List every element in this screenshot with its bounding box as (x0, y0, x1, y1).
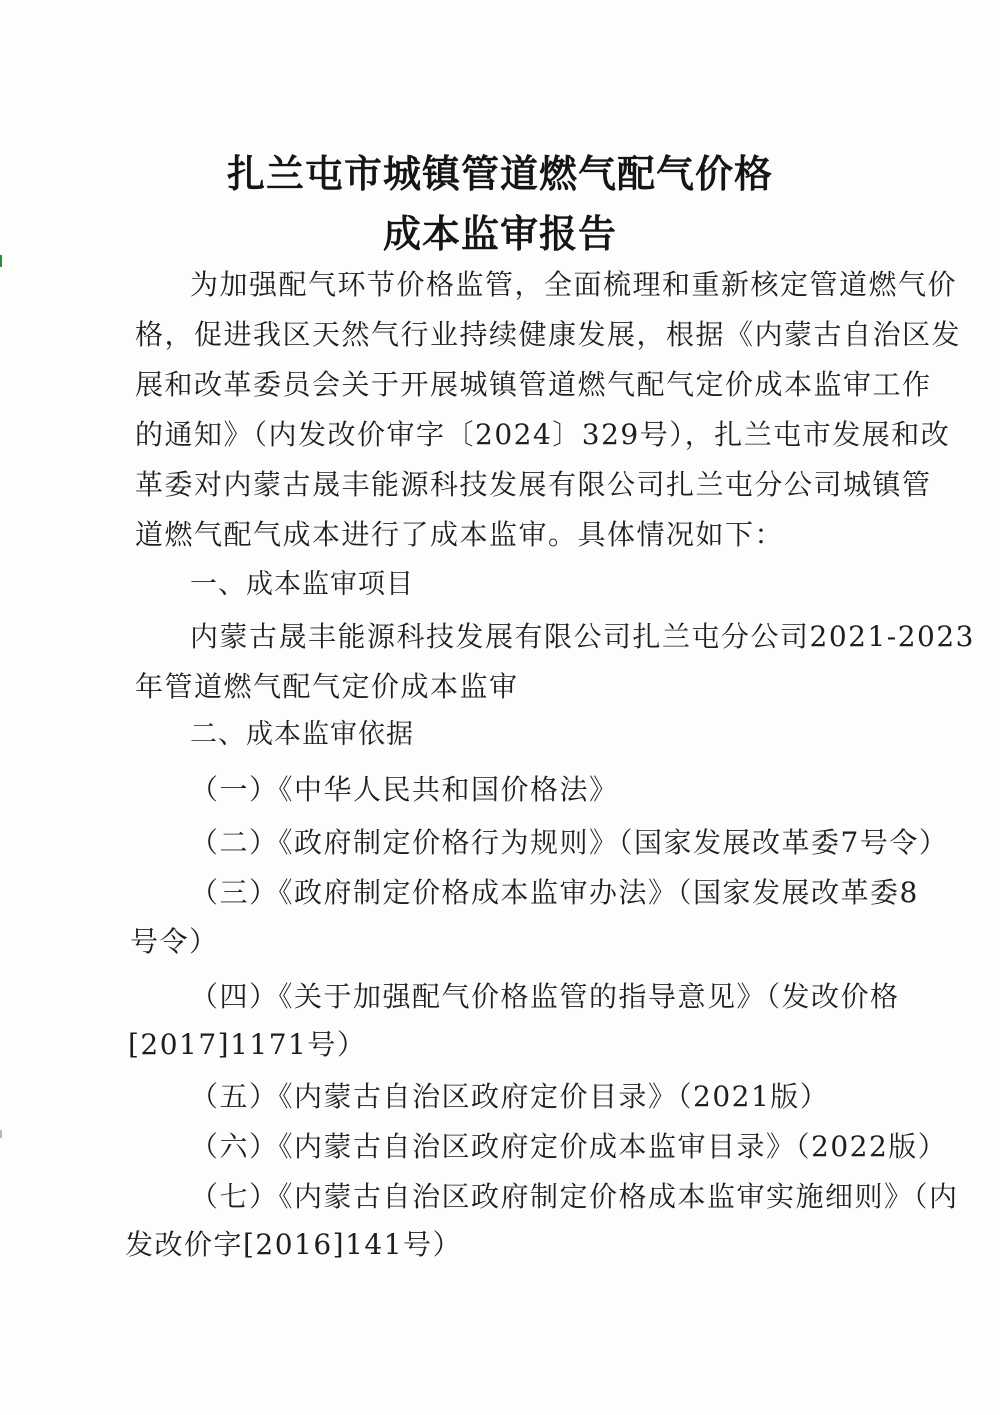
intro-line: 展和改革委员会关于开展城镇管道燃气配气定价成本监审工作 (135, 368, 932, 401)
basis-item-continuation: 号令） (130, 925, 219, 958)
section-body-line: 年管道燃气配气定价成本监审 (135, 670, 519, 703)
intro-line: 的通知》（内发改价审字〔2024〕329号），扎兰屯市发展和改 (135, 418, 951, 451)
intro-line: 格，促进我区天然气行业持续健康发展，根据《内蒙古自治区发 (135, 318, 962, 351)
basis-item: （一）《中华人民共和国价格法》 (190, 773, 619, 806)
basis-item-continuation: 发改价字[2016]141号） (125, 1228, 463, 1261)
section-heading: 二、成本监审依据 (190, 719, 414, 750)
document-title-line1: 扎兰屯市城镇管道燃气配气价格 (226, 151, 773, 196)
basis-item-continuation: [2017]1171号） (128, 1028, 367, 1061)
scan-edge-mark (0, 1130, 2, 1138)
intro-line: 道燃气配气成本进行了成本监审。具体情况如下： (135, 518, 785, 551)
basis-item: （七）《内蒙古自治区政府制定价格成本监审实施细则》（内 (190, 1180, 959, 1213)
intro-line: 为加强配气环节价格监管，全面梳理和重新核定管道燃气价 (190, 268, 958, 301)
basis-item: （四）《关于加强配气价格监管的指导意见》（发改价格 (190, 980, 900, 1013)
section-heading: 一、成本监审项目 (190, 569, 414, 600)
section-body-line: 内蒙古晟丰能源科技发展有限公司扎兰屯分公司2021-2023 (190, 620, 975, 653)
basis-item: （二）《政府制定价格行为规则》（国家发展改革委7号令） (190, 826, 949, 859)
intro-line: 革委对内蒙古晟丰能源科技发展有限公司扎兰屯分公司城镇管 (135, 468, 932, 501)
document-title-line2: 成本监审报告 (382, 211, 617, 256)
basis-item: （六）《内蒙古自治区政府定价成本监审目录》（2022版） (190, 1130, 948, 1163)
basis-item: （三）《政府制定价格成本监审办法》（国家发展改革委8 (190, 876, 919, 909)
basis-item: （五）《内蒙古自治区政府定价目录》（2021版） (190, 1080, 830, 1113)
